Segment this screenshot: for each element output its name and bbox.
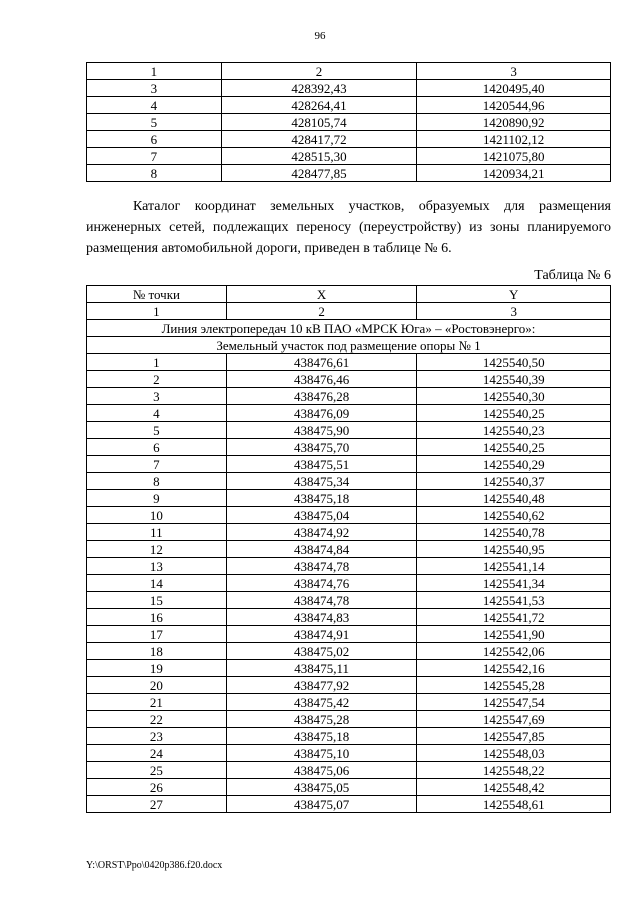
table-cell: 438474,78: [226, 592, 417, 609]
table-row: [87, 728, 611, 745]
table-cell: 428264,41: [221, 97, 417, 114]
table-row: [87, 677, 611, 694]
table-cell: 438476,46: [226, 371, 417, 388]
table-cell: 25: [87, 762, 227, 779]
table-cell: 1420934,21: [417, 165, 611, 182]
table-row: [87, 131, 611, 148]
table-cell: 2: [87, 371, 227, 388]
table-cell: 1425548,22: [417, 762, 611, 779]
table-cell: 438474,84: [226, 541, 417, 558]
table-cell: 12: [87, 541, 227, 558]
table-cell: 428515,30: [221, 148, 417, 165]
table-row: [87, 114, 611, 131]
table-row: [87, 371, 611, 388]
table-cell: 1425541,90: [417, 626, 611, 643]
table-row: [87, 439, 611, 456]
column-header-x: X: [226, 286, 417, 303]
table-row: [87, 524, 611, 541]
table-cell: 438475,42: [226, 694, 417, 711]
table-cell: 21: [87, 694, 227, 711]
table-cell: 2: [226, 303, 417, 320]
table-cell: 1425547,85: [417, 728, 611, 745]
table-cell: 438475,02: [226, 643, 417, 660]
table-cell: 9: [87, 490, 227, 507]
table-cell: 1425540,23: [417, 422, 611, 439]
table-cell: 438476,61: [226, 354, 417, 371]
table-row: [87, 575, 611, 592]
table-cell: 26: [87, 779, 227, 796]
table-cell: 22: [87, 711, 227, 728]
table-row: [87, 796, 611, 813]
table-row: [87, 711, 611, 728]
table-cell: 1425541,14: [417, 558, 611, 575]
table-row: [87, 592, 611, 609]
table-cell: 1425545,28: [417, 677, 611, 694]
table-cell: 1420544,96: [417, 97, 611, 114]
table-row: [87, 473, 611, 490]
table-row: [87, 97, 611, 114]
table-cell: 438475,28: [226, 711, 417, 728]
table-cell: 17: [87, 626, 227, 643]
table-cell: 16: [87, 609, 227, 626]
table-cell: 7: [87, 456, 227, 473]
table-header-row: [87, 286, 611, 303]
table-row: [87, 422, 611, 439]
table-row: [87, 643, 611, 660]
table-cell: 23: [87, 728, 227, 745]
table-cell: 10: [87, 507, 227, 524]
table-cell: 438475,90: [226, 422, 417, 439]
table-row: [87, 609, 611, 626]
section-title: Линия электропередач 10 кВ ПАО «МРСК Юга» – «Ростовэнерго»:: [87, 320, 611, 337]
table-cell: 15: [87, 592, 227, 609]
table-row: [87, 660, 611, 677]
table-cell: 438475,05: [226, 779, 417, 796]
table-numbering-row: [87, 63, 611, 80]
table-cell: 438476,09: [226, 405, 417, 422]
table-cell: 1425540,29: [417, 456, 611, 473]
table-cell: 1420495,40: [417, 80, 611, 97]
table-cell: 1425540,62: [417, 507, 611, 524]
table-cell: 438477,92: [226, 677, 417, 694]
subsection-title-row: [87, 337, 611, 354]
table-cell: 438475,10: [226, 745, 417, 762]
table-cell: 438475,07: [226, 796, 417, 813]
table-cell: 1425540,30: [417, 388, 611, 405]
table-cell: 1425540,37: [417, 473, 611, 490]
coordinates-table-6: [86, 285, 611, 813]
column-header-point: № точки: [87, 286, 227, 303]
column-header-y: Y: [417, 286, 611, 303]
table-cell: 438474,76: [226, 575, 417, 592]
table-cell: 8: [87, 473, 227, 490]
table-cell: 428417,72: [221, 131, 417, 148]
table-cell: 438475,34: [226, 473, 417, 490]
table-cell: 1425542,06: [417, 643, 611, 660]
table-cell: 1425548,61: [417, 796, 611, 813]
table-cell: 6: [87, 439, 227, 456]
table-cell: 3: [87, 80, 222, 97]
table-cell: 24: [87, 745, 227, 762]
table-cell: 11: [87, 524, 227, 541]
table-cell: 1420890,92: [417, 114, 611, 131]
table-cell: 4: [87, 97, 222, 114]
table-cell: 438475,06: [226, 762, 417, 779]
table-cell: 1: [87, 303, 227, 320]
table-cell: 1425548,42: [417, 779, 611, 796]
table-cell: 438475,11: [226, 660, 417, 677]
table-cell: 438475,51: [226, 456, 417, 473]
table-cell: 2: [221, 63, 417, 80]
table-cell: 1425541,72: [417, 609, 611, 626]
table-row: [87, 541, 611, 558]
table-cell: 14: [87, 575, 227, 592]
table-row: [87, 80, 611, 97]
table-cell: 438475,04: [226, 507, 417, 524]
section-title-row: [87, 320, 611, 337]
table-cell: 438475,18: [226, 490, 417, 507]
table-cell: 428477,85: [221, 165, 417, 182]
table-cell: 3: [417, 63, 611, 80]
table-cell: 1425540,50: [417, 354, 611, 371]
table-cell: 438474,83: [226, 609, 417, 626]
table-cell: 428392,43: [221, 80, 417, 97]
table-cell: 438476,28: [226, 388, 417, 405]
table-cell: 428105,74: [221, 114, 417, 131]
table-row: [87, 779, 611, 796]
table-cell: 438474,92: [226, 524, 417, 541]
table-cell: 1425540,25: [417, 439, 611, 456]
table-cell: 1425547,69: [417, 711, 611, 728]
table-row: [87, 405, 611, 422]
table-cell: 1425542,16: [417, 660, 611, 677]
table-row: [87, 165, 611, 182]
table-cell: 3: [417, 303, 611, 320]
table-row: [87, 558, 611, 575]
coordinates-table-continued: [86, 62, 611, 182]
table-cell: 4: [87, 405, 227, 422]
table-cell: 1425541,53: [417, 592, 611, 609]
table-row: [87, 148, 611, 165]
table-cell: 19: [87, 660, 227, 677]
table-row: [87, 354, 611, 371]
table-cell: 13: [87, 558, 227, 575]
table-row: [87, 388, 611, 405]
table-row: [87, 762, 611, 779]
table-cell: 8: [87, 165, 222, 182]
table-cell: 438475,70: [226, 439, 417, 456]
table-cell: 27: [87, 796, 227, 813]
table-cell: 1425540,39: [417, 371, 611, 388]
table-row: [87, 626, 611, 643]
table-cell: 5: [87, 422, 227, 439]
table-caption: Таблица № 6: [534, 268, 611, 283]
table-row: [87, 456, 611, 473]
table-row: [87, 745, 611, 762]
table-cell: 7: [87, 148, 222, 165]
table-cell: 1425541,34: [417, 575, 611, 592]
table-cell: 1: [87, 354, 227, 371]
table-cell: 20: [87, 677, 227, 694]
table-cell: 1421102,12: [417, 131, 611, 148]
catalog-description: Каталог координат земельных участков, образуемых для размещения инженерных сетей, подлежащих переносу (переустройству) из зоны планируемого размещения автомобильной дороги, приведен в таблице № 6.: [86, 199, 611, 256]
table-cell: 5: [87, 114, 222, 131]
table-row: [87, 490, 611, 507]
table-cell: 18: [87, 643, 227, 660]
table-cell: 1425548,03: [417, 745, 611, 762]
table-numbering-row: [87, 303, 611, 320]
table-cell: 1425540,95: [417, 541, 611, 558]
subsection-title: Земельный участок под размещение опоры № 1: [87, 337, 611, 354]
table-cell: 6: [87, 131, 222, 148]
table-cell: 1: [87, 63, 222, 80]
table-cell: 1425540,25: [417, 405, 611, 422]
table-cell: 438474,78: [226, 558, 417, 575]
file-path-footer: Y:\ORST\Ppo\0420p386.f20.docx: [86, 860, 223, 871]
table-cell: 1425540,48: [417, 490, 611, 507]
table-row: [87, 507, 611, 524]
table-cell: 1425540,78: [417, 524, 611, 541]
table-cell: 1425547,54: [417, 694, 611, 711]
table-cell: 1421075,80: [417, 148, 611, 165]
table-cell: 438474,91: [226, 626, 417, 643]
page-number: 96: [314, 30, 326, 42]
table-cell: 438475,18: [226, 728, 417, 745]
table-row: [87, 694, 611, 711]
table-cell: 3: [87, 388, 227, 405]
